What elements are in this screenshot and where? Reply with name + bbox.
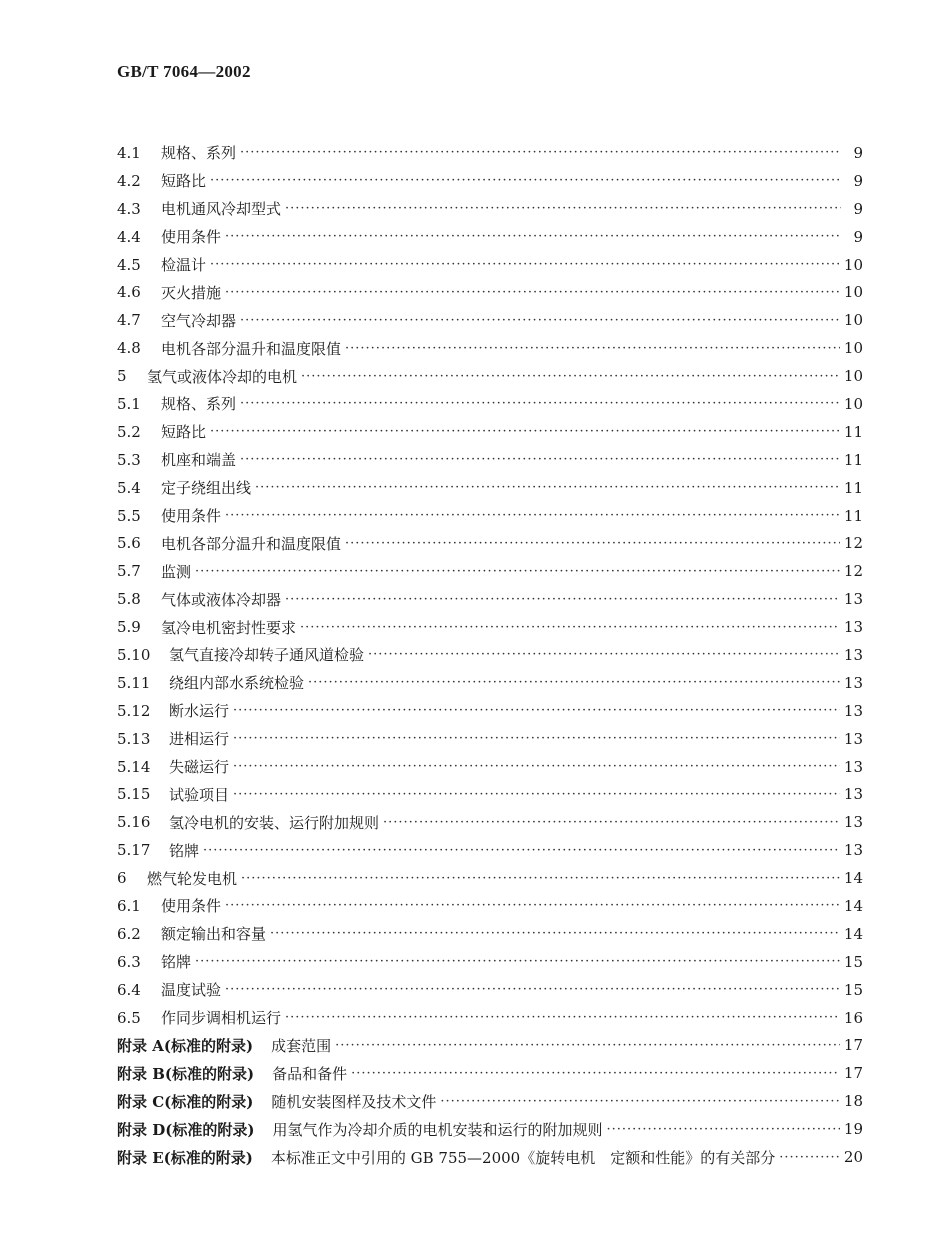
toc-entry[interactable] bbox=[117, 725, 863, 753]
toc-entry-page: 13 bbox=[843, 757, 863, 776]
toc-entry-title: 失磁运行 bbox=[169, 758, 230, 777]
toc-entry-page: 14 bbox=[843, 924, 863, 943]
toc-entry[interactable] bbox=[117, 529, 863, 557]
toc-entry-number: 5.1 bbox=[117, 394, 141, 413]
toc-entry-title: 成套范围 bbox=[271, 1036, 332, 1055]
toc-entry[interactable] bbox=[117, 892, 863, 920]
dot-leader bbox=[440, 1094, 840, 1109]
toc-entry-title: 绕组内部水系统检验 bbox=[169, 674, 305, 693]
dot-leader bbox=[210, 257, 840, 272]
toc-entry-title: 机座和端盖 bbox=[161, 451, 237, 470]
dot-leader bbox=[779, 1150, 840, 1165]
dot-leader bbox=[233, 787, 840, 802]
toc-entry-title: 使用条件 bbox=[161, 228, 222, 247]
toc-entry-title: 电机各部分温升和温度限值 bbox=[161, 534, 342, 553]
toc-entry[interactable] bbox=[117, 167, 863, 195]
toc-entry-page: 9 bbox=[853, 227, 863, 246]
dot-leader bbox=[335, 1038, 840, 1053]
toc-entry-number: 6.3 bbox=[117, 952, 141, 971]
toc-entry[interactable] bbox=[117, 557, 863, 585]
toc-entry-number: 4.5 bbox=[117, 255, 141, 274]
toc-entry-title: 氢气直接冷却转子通风道检验 bbox=[169, 646, 365, 665]
appendix-label: 附录 B(标准的附录) bbox=[117, 1064, 255, 1083]
toc-entry[interactable] bbox=[117, 223, 863, 251]
dot-leader bbox=[210, 173, 841, 188]
toc-entry-number: 5.5 bbox=[117, 506, 141, 525]
toc-entry[interactable] bbox=[117, 390, 863, 418]
dot-leader bbox=[240, 145, 841, 160]
appendix-label: 附录 D(标准的附录) bbox=[117, 1120, 255, 1139]
toc-entry-page: 10 bbox=[843, 255, 863, 274]
toc-entry[interactable] bbox=[117, 780, 863, 808]
dot-leader bbox=[308, 675, 840, 690]
toc-entry-page: 10 bbox=[843, 367, 863, 386]
toc-entry-number: 5.14 bbox=[117, 757, 151, 776]
toc-entry-title: 断水运行 bbox=[169, 702, 230, 721]
toc-entry-page: 9 bbox=[853, 171, 863, 190]
toc-entry-appendix[interactable] bbox=[117, 1059, 863, 1087]
dot-leader bbox=[368, 647, 840, 662]
toc-entry[interactable] bbox=[117, 697, 863, 725]
toc-entry-page: 14 bbox=[843, 896, 863, 915]
toc-entry-page: 10 bbox=[843, 311, 863, 330]
toc-entry-title: 电机各部分温升和温度限值 bbox=[161, 339, 342, 358]
toc-entry-page: 18 bbox=[843, 1092, 863, 1111]
toc-entry-number: 5.16 bbox=[117, 813, 151, 832]
toc-entry-number: 4.7 bbox=[117, 311, 141, 330]
dot-leader bbox=[225, 229, 841, 244]
toc-entry-page: 12 bbox=[843, 534, 863, 553]
toc-entry-number: 4.6 bbox=[117, 283, 141, 302]
toc-entry[interactable] bbox=[117, 502, 863, 530]
appendix-label: 附录 C(标准的附录) bbox=[117, 1092, 254, 1111]
toc-entry-title: 温度试验 bbox=[161, 981, 222, 1000]
dot-leader bbox=[225, 508, 840, 523]
toc-entry[interactable] bbox=[117, 976, 863, 1004]
dot-leader bbox=[606, 1122, 839, 1137]
toc-entry-title: 短路比 bbox=[161, 172, 207, 191]
toc-entry-title: 使用条件 bbox=[161, 507, 222, 526]
toc-entry[interactable] bbox=[117, 920, 863, 948]
dot-leader bbox=[285, 1010, 840, 1025]
dot-leader bbox=[195, 564, 840, 579]
toc-entry-number: 5.8 bbox=[117, 590, 141, 609]
toc-entry-number: 5.6 bbox=[117, 534, 141, 553]
toc-entry[interactable] bbox=[117, 585, 863, 613]
toc-entry-page: 13 bbox=[843, 701, 863, 720]
dot-leader bbox=[285, 592, 840, 607]
dot-leader bbox=[255, 480, 840, 495]
document-code-header: GB/T 7064—2002 bbox=[117, 62, 251, 81]
toc-entry[interactable] bbox=[117, 195, 863, 223]
toc-entry-page: 11 bbox=[843, 422, 863, 441]
dot-leader bbox=[225, 982, 840, 997]
toc-entry-number: 5.10 bbox=[117, 645, 151, 664]
toc-entry-appendix[interactable] bbox=[117, 1087, 863, 1115]
toc-entry[interactable] bbox=[117, 753, 863, 781]
toc-entry-page: 11 bbox=[843, 506, 863, 525]
toc-entry-title: 规格、系列 bbox=[161, 395, 237, 414]
toc-entry-number: 4.3 bbox=[117, 199, 141, 218]
toc-entry-number: 5.9 bbox=[117, 618, 141, 637]
toc-entry-title: 短路比 bbox=[161, 423, 207, 442]
toc-entry-title: 规格、系列 bbox=[161, 144, 237, 163]
toc-entry-title: 气体或液体冷却器 bbox=[161, 590, 282, 609]
dot-leader bbox=[210, 424, 840, 439]
dot-leader bbox=[301, 369, 840, 384]
toc-entry-number: 6.4 bbox=[117, 980, 141, 999]
dot-leader bbox=[345, 341, 840, 356]
toc-entry-title: 作同步调相机运行 bbox=[161, 1009, 282, 1028]
toc-entry[interactable] bbox=[117, 669, 863, 697]
toc-entry-page: 17 bbox=[843, 1064, 863, 1083]
dot-leader bbox=[345, 536, 840, 551]
toc-entry-title: 电机通风冷却型式 bbox=[161, 200, 282, 219]
toc-entry-page: 13 bbox=[843, 813, 863, 832]
toc-entry-page: 10 bbox=[843, 394, 863, 413]
toc-entry-page: 10 bbox=[843, 339, 863, 358]
toc-entry-page: 13 bbox=[843, 729, 863, 748]
toc-entry[interactable] bbox=[117, 641, 863, 669]
dot-leader bbox=[225, 285, 840, 300]
toc-entry-number: 5.7 bbox=[117, 562, 141, 581]
toc-entry-number: 6.2 bbox=[117, 924, 141, 943]
toc-entry-page: 11 bbox=[843, 478, 863, 497]
dot-leader bbox=[195, 954, 840, 969]
toc-entry-number: 5.2 bbox=[117, 422, 141, 441]
toc-entry-title: 试验项目 bbox=[169, 785, 230, 804]
toc-entry[interactable] bbox=[117, 836, 863, 864]
dot-leader bbox=[225, 898, 840, 913]
toc-entry-number: 5.12 bbox=[117, 701, 151, 720]
appendix-label: 附录 A(标准的附录) bbox=[117, 1036, 254, 1055]
toc-entry-number: 5.15 bbox=[117, 785, 151, 804]
toc-entry-appendix[interactable] bbox=[117, 1143, 863, 1171]
toc-entry-page: 15 bbox=[843, 952, 863, 971]
toc-entry-page: 15 bbox=[843, 980, 863, 999]
toc-entry-page: 13 bbox=[843, 673, 863, 692]
toc-entry[interactable] bbox=[117, 864, 863, 892]
toc-entry[interactable] bbox=[117, 474, 863, 502]
toc-entry-number: 5.11 bbox=[117, 673, 151, 692]
toc-entry-title: 铭牌 bbox=[161, 953, 192, 972]
toc-entry-number: 6 bbox=[117, 869, 127, 888]
toc-entry-number: 4.8 bbox=[117, 339, 141, 358]
toc-entry-number: 4.4 bbox=[117, 227, 141, 246]
toc-entry-title: 空气冷却器 bbox=[161, 311, 237, 330]
toc-entry[interactable] bbox=[117, 808, 863, 836]
dot-leader bbox=[233, 731, 840, 746]
table-of-contents bbox=[117, 139, 863, 1171]
toc-entry[interactable] bbox=[117, 334, 863, 362]
toc-entry-title: 检温计 bbox=[161, 256, 207, 274]
dot-leader bbox=[383, 815, 840, 830]
dot-leader bbox=[233, 759, 840, 774]
toc-entry-title: 随机安装图样及技术文件 bbox=[271, 1092, 437, 1111]
toc-entry-page: 14 bbox=[843, 869, 863, 888]
toc-entry-number: 4.1 bbox=[117, 143, 141, 162]
toc-entry-appendix[interactable] bbox=[117, 1115, 863, 1143]
toc-entry-page: 10 bbox=[843, 283, 863, 302]
toc-entry-page: 9 bbox=[853, 143, 863, 162]
toc-entry-title: 备品和备件 bbox=[272, 1064, 348, 1083]
dot-leader bbox=[233, 703, 840, 718]
dot-leader bbox=[351, 1066, 840, 1081]
toc-entry-title: 氢冷电机的安装、运行附加规则 bbox=[169, 813, 380, 832]
toc-entry-title: 灭火措施 bbox=[161, 283, 222, 302]
toc-entry-page: 13 bbox=[843, 618, 863, 637]
dot-leader bbox=[203, 843, 840, 858]
toc-entry-title: 本标准正文中引用的 GB 755—2000《旋转电机 定额和性能》的有关部分 bbox=[270, 1148, 776, 1167]
toc-entry-number: 6.5 bbox=[117, 1008, 141, 1027]
toc-entry[interactable] bbox=[117, 278, 863, 306]
toc-entry-page: 13 bbox=[843, 841, 863, 860]
dot-leader bbox=[241, 871, 840, 886]
toc-entry-page: 11 bbox=[843, 450, 863, 469]
toc-entry-title: 燃气轮发电机 bbox=[147, 869, 238, 888]
toc-entry-title: 用氢气作为冷却介质的电机安装和运行的附加规则 bbox=[272, 1120, 603, 1139]
dot-leader bbox=[240, 313, 840, 328]
toc-entry-title: 铭牌 bbox=[169, 841, 200, 860]
toc-entry-title: 定子绕组出线 bbox=[161, 479, 252, 498]
toc-entry-title: 氢冷电机密封性要求 bbox=[161, 618, 297, 637]
toc-entry[interactable] bbox=[117, 1004, 863, 1032]
toc-entry-page: 9 bbox=[853, 199, 863, 218]
toc-entry-number: 4.2 bbox=[117, 171, 141, 190]
toc-entry[interactable] bbox=[117, 306, 863, 334]
toc-entry-page: 20 bbox=[843, 1148, 863, 1166]
toc-entry[interactable] bbox=[117, 418, 863, 446]
toc-entry[interactable] bbox=[117, 948, 863, 976]
toc-entry-page: 13 bbox=[843, 645, 863, 664]
dot-leader bbox=[300, 620, 840, 635]
toc-entry[interactable] bbox=[117, 251, 863, 279]
toc-entry-page: 17 bbox=[843, 1036, 863, 1055]
toc-entry[interactable] bbox=[117, 362, 863, 390]
toc-entry-page: 12 bbox=[843, 562, 863, 581]
toc-entry-number: 5.13 bbox=[117, 729, 151, 748]
toc-entry-page: 16 bbox=[843, 1008, 863, 1027]
toc-entry-title: 使用条件 bbox=[161, 897, 222, 916]
toc-entry-page: 13 bbox=[843, 785, 863, 804]
toc-entry-title: 额定输出和容量 bbox=[161, 925, 267, 944]
toc-entry-number: 6.1 bbox=[117, 896, 141, 915]
dot-leader bbox=[270, 926, 840, 941]
toc-entry-appendix[interactable] bbox=[117, 1032, 863, 1060]
toc-entry-number: 5 bbox=[117, 367, 127, 386]
dot-leader bbox=[240, 452, 840, 467]
toc-entry-title: 氢气或液体冷却的电机 bbox=[147, 367, 298, 386]
toc-entry[interactable] bbox=[117, 446, 863, 474]
toc-entry-title: 监测 bbox=[161, 562, 192, 581]
dot-leader bbox=[285, 201, 841, 216]
toc-entry-page: 19 bbox=[843, 1120, 863, 1139]
appendix-label: 附录 E(标准的附录) bbox=[117, 1148, 253, 1167]
toc-entry[interactable] bbox=[117, 139, 863, 167]
toc-entry-number: 5.3 bbox=[117, 450, 141, 469]
toc-entry-page: 13 bbox=[843, 590, 863, 609]
dot-leader bbox=[240, 396, 840, 411]
toc-entry-title: 进相运行 bbox=[169, 730, 230, 749]
toc-entry-number: 5.4 bbox=[117, 478, 141, 497]
toc-entry-number: 5.17 bbox=[117, 841, 151, 860]
toc-entry[interactable] bbox=[117, 613, 863, 641]
